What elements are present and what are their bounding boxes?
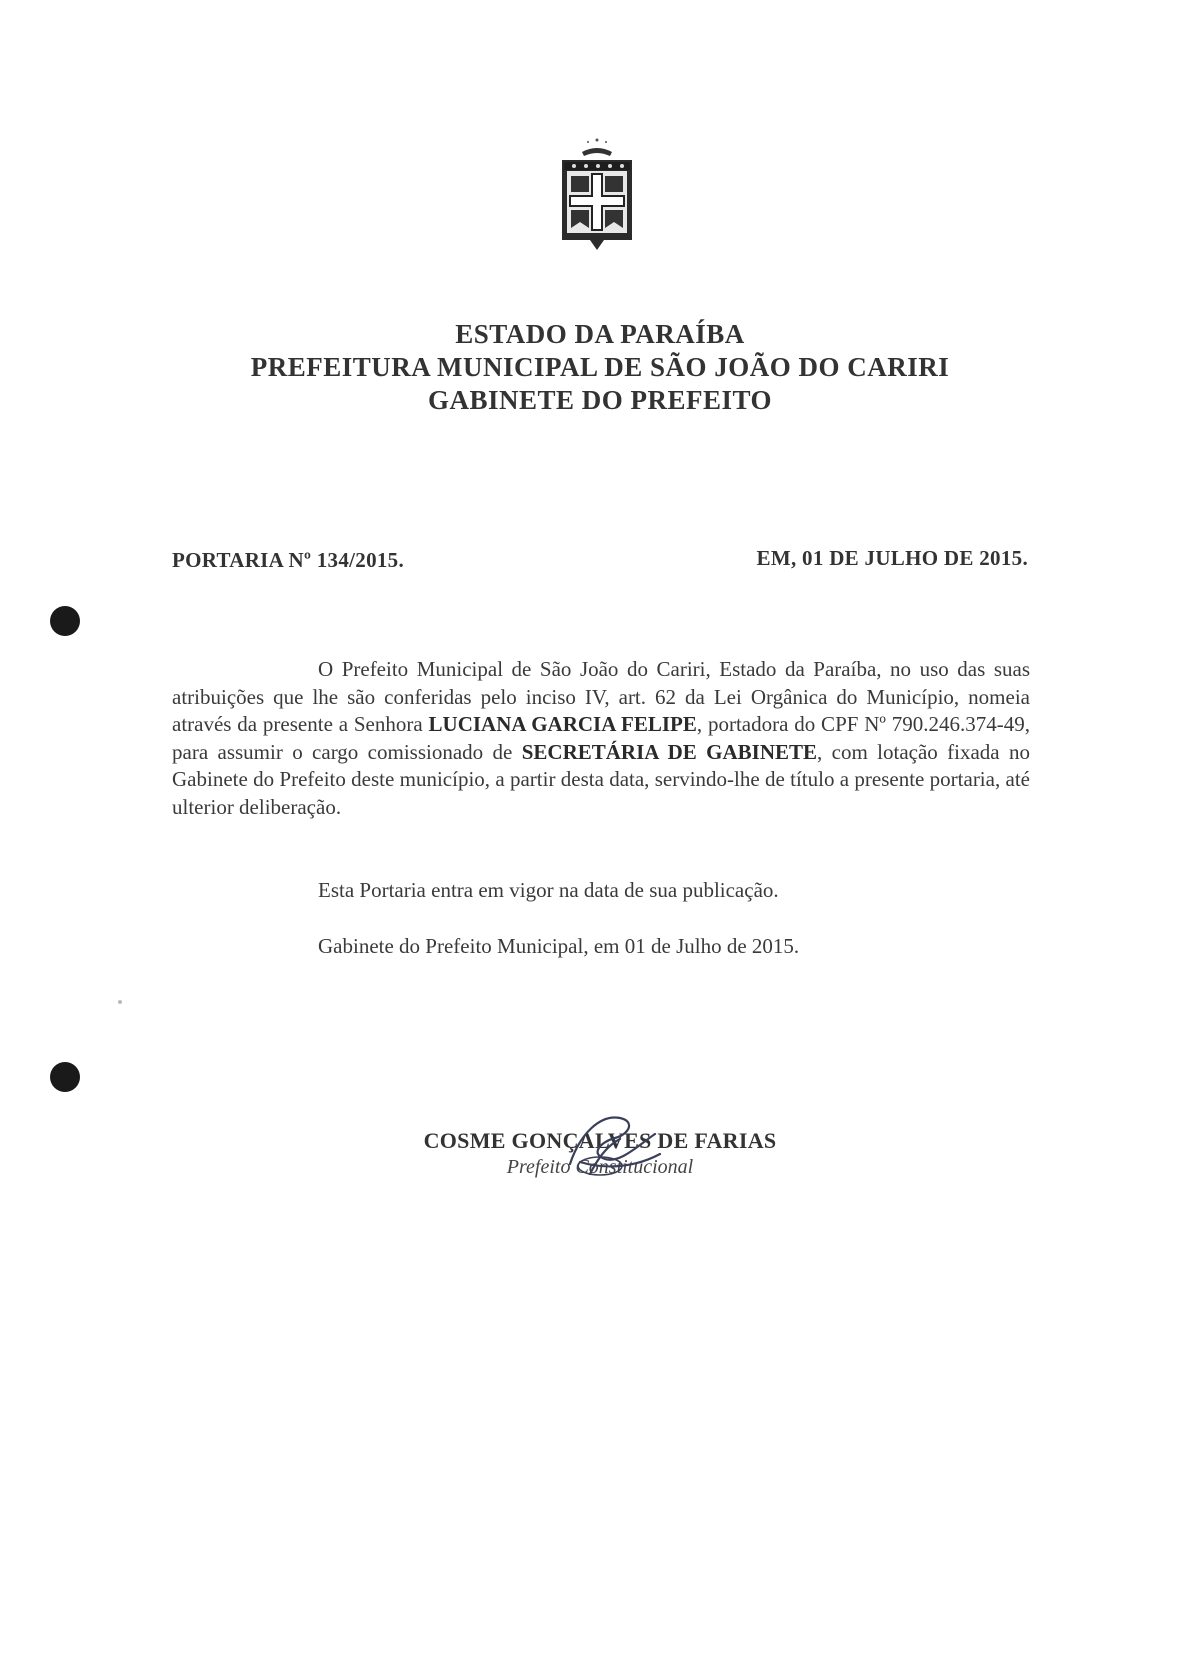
handwritten-signature bbox=[560, 1104, 670, 1184]
header-state: ESTADO DA PARAÍBA bbox=[455, 319, 745, 349]
portaria-number: PORTARIA Nº 134/2015. bbox=[172, 548, 405, 572]
header-office: GABINETE DO PREFEITO bbox=[427, 385, 773, 415]
appointee-name: LUCIANA GARCIA FELIPE bbox=[428, 712, 697, 736]
place-date-statement: Gabinete do Prefeito Municipal, em 01 de Julho de 2015. bbox=[318, 934, 800, 958]
scan-speck bbox=[118, 1000, 122, 1004]
signatory-title: Prefeito Constitucional bbox=[506, 1156, 694, 1178]
portaria-date: EM, 01 DE JULHO DE 2015. bbox=[756, 546, 1028, 570]
punch-hole bbox=[50, 1062, 80, 1092]
coat-of-arms-icon bbox=[552, 138, 642, 256]
punch-hole bbox=[50, 606, 80, 636]
body-text-1: O Prefeito Municipal de São João do Cariri, Estado da Paraíba, no uso das suas atribuições que lhe são conferidas pelo inciso IV, art. 62 da Lei Orgânica do Município, nomeia através da presente a Senhora bbox=[172, 657, 1030, 736]
appointed-position: SECRETÁRIA DE GABINETE bbox=[521, 739, 818, 764]
header-municipality: PREFEITURA MUNICIPAL DE SÃO JOÃO DO CARIRI bbox=[250, 352, 950, 382]
document-header bbox=[0, 318, 1200, 417]
signatory-name: COSME GONÇALVES DE FARIAS bbox=[423, 1128, 777, 1153]
vigor-statement: Esta Portaria entra em vigor na data de sua publicação. bbox=[318, 878, 779, 902]
body-text-3: , com lotação fixada no Gabinete do Prefeito deste município, a partir desta data, servindo-lhe de título a presente portaria, até ulterior deliberação. bbox=[172, 739, 1030, 819]
appointment-paragraph bbox=[172, 656, 1030, 821]
body-text-2: , portadora do CPF Nº 790.246.374-49, para assumir o cargo comissionado de bbox=[172, 712, 1030, 764]
